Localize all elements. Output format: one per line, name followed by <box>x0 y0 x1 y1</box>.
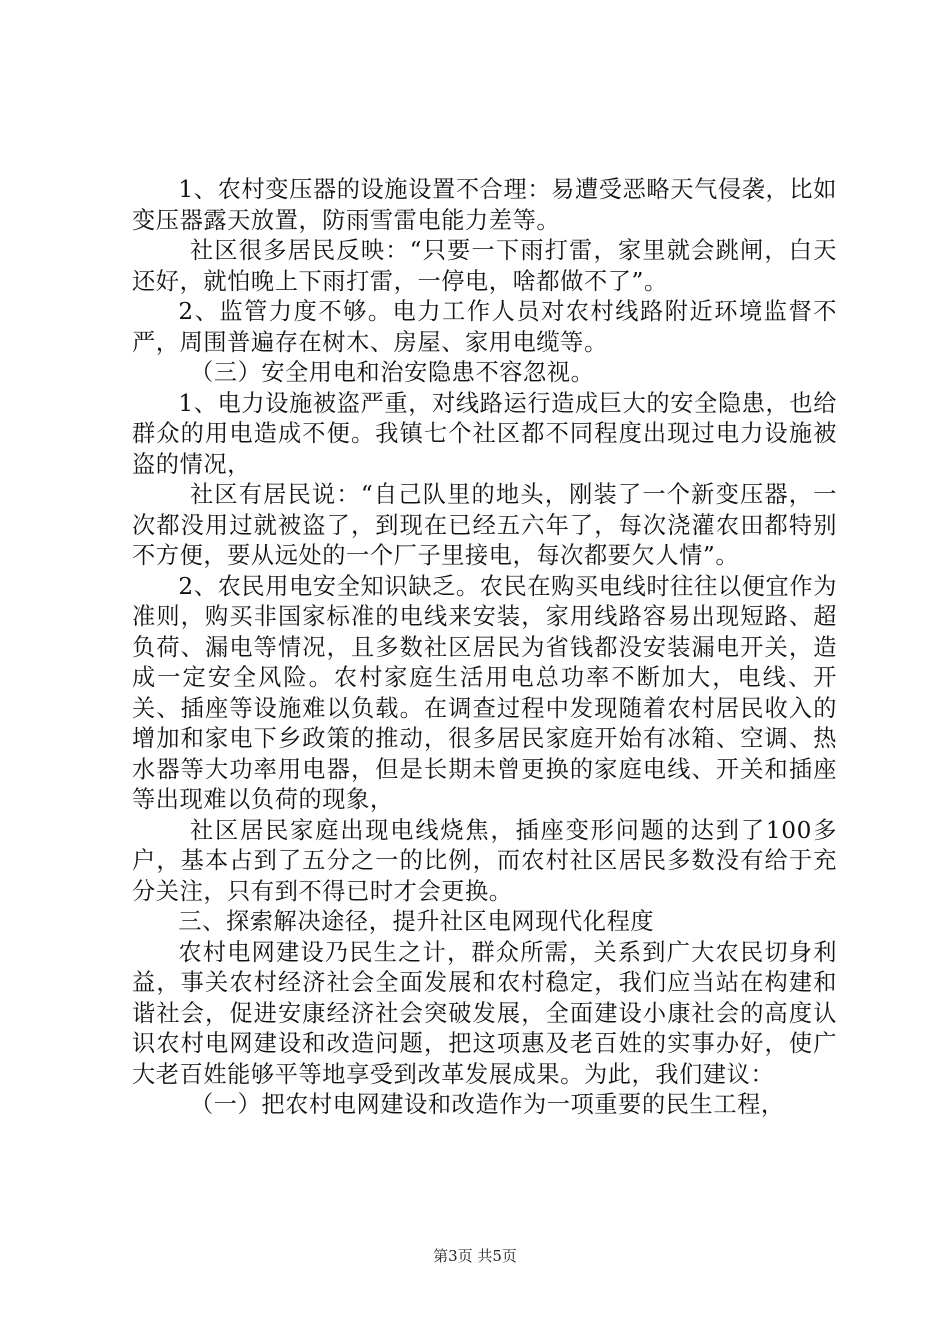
section-heading-1: （一）把农村电网建设和改造作为一项重要的民生工程， <box>190 1091 785 1118</box>
paragraph-8: 农村电网建设乃民生之计，群众所需，关系到广大农民切身利益，事关农村经济社会全面发展和农村稳定，我们应当站在构建和谐社会，促进安康经济社会突破发展，全面建设小康社会的高度认识农村电网建设和改造问题，把这项惠及老百姓的实事办好，使广大老百姓能够平等地享受到改革发展成果。为此，我们建议： <box>132 938 837 1088</box>
paragraph-4: 1、电力设施被盗严重，对线路运行造成巨大的安全隐患，也给群众的用电造成不便。我镇七个社区都不同程度出现过电力设施被盗的情况， <box>132 389 837 478</box>
paragraph-5: 社区有居民说：“自己队里的地头，刚装了一个新变压器，一次都没用过就被盗了，到现在已经五六年了，每次浇灌农田都特别不方便，要从远处的一个厂子里接电，每次都要欠人情”。 <box>132 481 837 569</box>
document-body <box>132 175 837 1121</box>
paragraph-6: 2、农民用电安全知识缺乏。农民在购买电线时往往以便宜作为准则，购买非国家标准的电线来安装，家用线路容易出现短路、超负荷、漏电等情况，且多数社区居民为省钱都没安装漏电开关，造成一定安全风险。农村家庭生活用电总功率不断加大，电线、开关、插座等设施难以负载。在调查过程中发现随着农村居民收入的增加和家电下乡政策的推动，很多居民家庭开始有冰箱、空调、热水器等大功率用电器，但是长期未曾更换的家庭电线、开关和插座等出现难以负荷的现象， <box>132 572 837 813</box>
section-heading-3: （三）安全用电和治安隐患不容忽视。 <box>190 359 595 386</box>
paragraph-1: 1、农村变压器的设施设置不合理：易遭受恶略天气侵袭，比如变压器露天放置，防雨雪雷电能力差等。 <box>132 176 837 234</box>
paragraph-7: 社区居民家庭出现电线烧焦，插座变形问题的达到了100多户，基本占到了五分之一的比例，而农村社区居民多数没有给于充分关注，只有到不得已时才会更换。 <box>132 816 837 905</box>
paragraph-2: 社区很多居民反映：“只要一下雨打雷，家里就会跳闸，白天还好，就怕晚上下雨打雷，一停电，啥都做不了”。 <box>132 237 837 295</box>
chapter-heading-3: 三、探索解决途径，提升社区电网现代化程度 <box>178 908 655 935</box>
page-number-footer: 第3页 共5页 <box>433 1247 517 1265</box>
paragraph-3: 2、监管力度不够。电力工作人员对农村线路附近环境监督不严，周围普遍存在树木、房屋、家用电缆等。 <box>132 298 837 356</box>
